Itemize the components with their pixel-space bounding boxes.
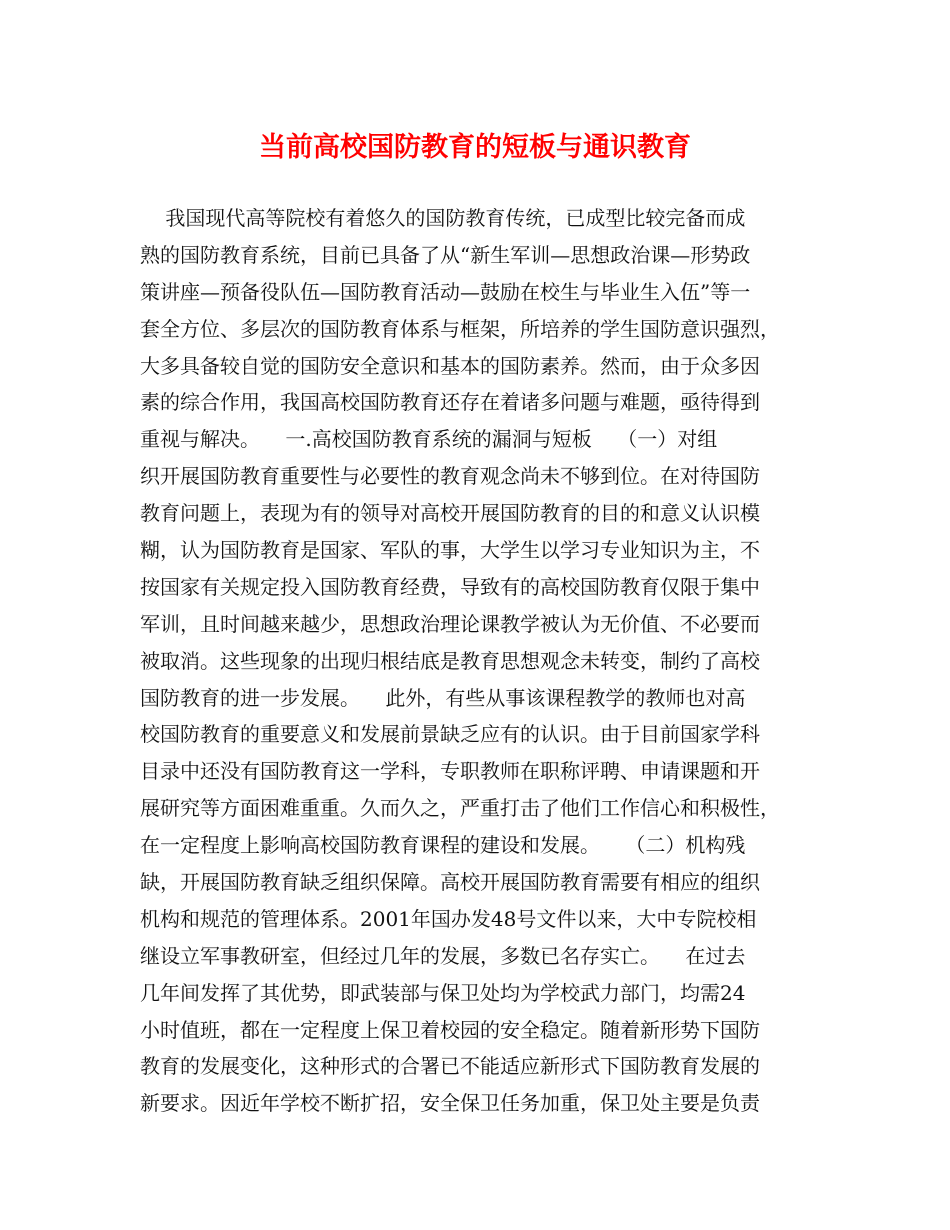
body-line: 校国防教育的重要意义和发展前景缺乏应有的认识。由于目前国家学科 (140, 722, 760, 747)
body-line: 教育问题上，表现为有的领导对高校开展国防教育的目的和意义认识模 (140, 501, 760, 526)
body-line: 我国现代高等院校有着悠久的国防教育传统，已成型比较完备而成 (140, 206, 746, 230)
body-line: 策讲座—预备役队伍—国防教育活动—鼓励在校生与毕业生入伍”等一 (140, 279, 751, 304)
body-line: 在一定程度上影响高校国防教育课程的建设和发展。 （二）机构残 (140, 833, 746, 858)
body-line: 套全方位、多层次的国防教育体系与框架，所培养的学生国防意识强烈， (140, 316, 780, 341)
document-title: 当前高校国防教育的短板与通识教育 (259, 132, 691, 163)
body-line: 大多具备较自觉的国防安全意识和基本的国防素养。然而，由于众多因 (140, 353, 760, 378)
body-line: 展研究等方面困难重重。久而久之，严重打击了他们工作信心和积极性， (140, 796, 780, 821)
body-line: 继设立军事教研室，但经过几年的发展，多数已名存实亡。 在过去 (140, 943, 746, 968)
body-line: 缺，开展国防教育缺乏组织保障。高校开展国防教育需要有相应的组织 (140, 870, 760, 895)
body-line: 织开展国防教育重要性与必要性的教育观念尚未不够到位。在对待国防 (140, 464, 760, 489)
body-line: 几年间发挥了其优势，即武装部与保卫处均为学校武力部门，均需24 (140, 980, 746, 1005)
body-line: 按国家有关规定投入国防教育经费，导致有的高校国防教育仅限于集中 (140, 574, 760, 599)
body-line: 教育的发展变化，这种形式的合署已不能适应新形式下国防教育发展的 (140, 1054, 760, 1079)
body-line: 目录中还没有国防教育这一学科，专职教师在职称评聘、申请课题和开 (140, 759, 760, 784)
body-line: 小时值班，都在一定程度上保卫着校园的安全稳定。随着新形势下国防 (140, 1017, 760, 1042)
body-line: 重视与解决。 一.高校国防教育系统的漏洞与短板 （一）对组 (140, 427, 718, 452)
body-line: 新要求。因近年学校不断扩招，安全保卫任务加重，保卫处主要是负责 (140, 1091, 760, 1116)
body-line: 被取消。这些现象的出现归根结底是教育思想观念未转变，制约了高校 (140, 648, 760, 673)
body-line: 素的综合作用，我国高校国防教育还存在着诸多问题与难题，亟待得到 (140, 390, 760, 415)
body-line: 机构和规范的管理体系。2001年国办发48号文件以来，大中专院校相 (140, 906, 757, 931)
document-body (140, 200, 820, 1122)
body-line: 熟的国防教育系统，目前已具备了从“新生军训—思想政治课—形势政 (140, 242, 751, 267)
body-line: 军训，且时间越来越少，思想政治理论课教学被认为无价值、不必要而 (140, 611, 760, 636)
body-line: 糊，认为国防教育是国家、军队的事，大学生以学习专业知识为主，不 (140, 538, 760, 563)
body-line: 国防教育的进一步发展。 此外，有些从事该课程教学的教师也对高 (140, 685, 746, 710)
